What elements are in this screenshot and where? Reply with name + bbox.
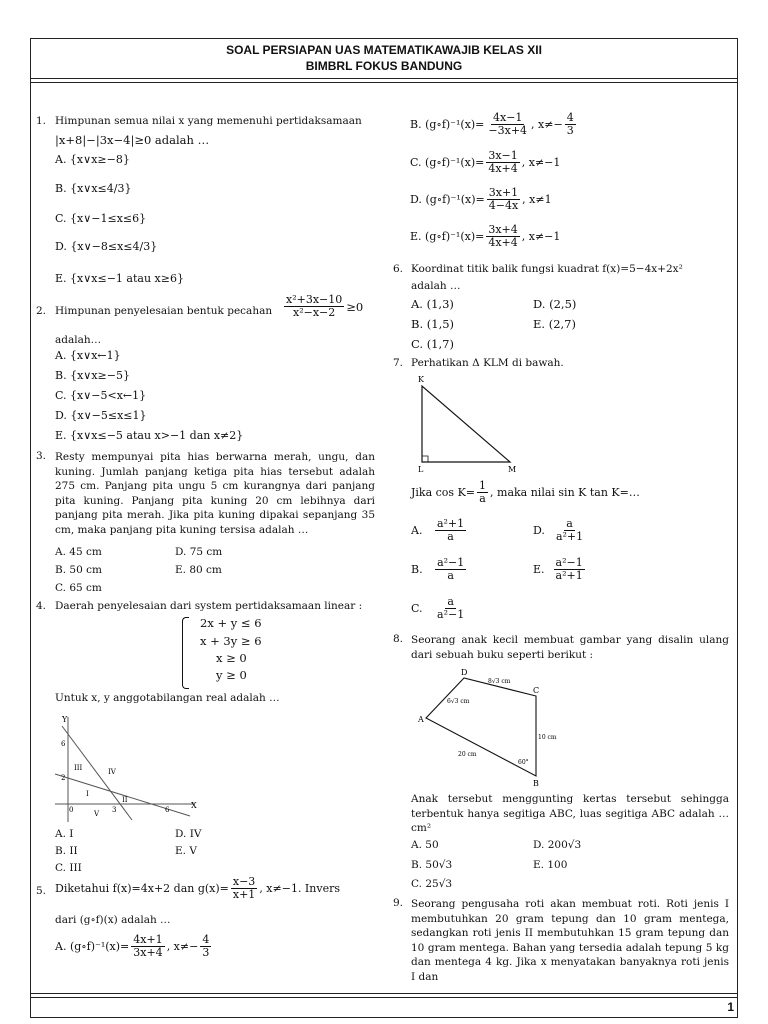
q7-vertex-K: K bbox=[418, 375, 424, 384]
q1-option-d: D. {x∨−8≤x≤4/3} bbox=[55, 240, 158, 253]
q2-frac-numerator: x²+3x−10 bbox=[286, 293, 343, 306]
q7-e-den: a²+1 bbox=[555, 569, 583, 582]
q7-option-c bbox=[411, 596, 468, 621]
q5-a-den: 3x+4 bbox=[133, 946, 163, 959]
q6-stem: Koordinat titik balik fungsi kuadrat f(x)=5−4x+2x² bbox=[411, 263, 683, 275]
q8-vertex-D: D bbox=[461, 668, 468, 677]
q5-e-lhs: (g∘f)⁻¹(x)= bbox=[425, 230, 485, 243]
q2-number: 2. bbox=[36, 305, 47, 317]
q1-expression: |x+8|−|3x−4|≥0 adalah … bbox=[55, 133, 210, 147]
q5-c-den: 4x+4 bbox=[488, 162, 518, 175]
q6-number: 6. bbox=[393, 263, 404, 275]
q8-side-ad: 6√3 cm bbox=[447, 698, 470, 705]
q4-system-brace bbox=[182, 617, 189, 689]
q7-b-den: a bbox=[447, 569, 454, 582]
q1-option-a: A. {x∨x≥−8} bbox=[55, 153, 130, 166]
q2-option-b: B. {x∨x≥−5} bbox=[55, 369, 130, 382]
q2-inequality: ≥0 bbox=[346, 300, 364, 314]
q3-stem: Resty mempunyai pita hias berwarna merah, ungu, dan kuning. Jumlah panjang ketiga pita hias tersebut adalah 275 cm. Panjang pita ungu 5 cm kurangnya dari panjang pita kuning. Panjang pita kuning 20 cm lebihnya dari panjang pita merah. Jika pita kuning dipakai sepanjang 35 cm, maka panjang pita kuning tersisa adalah … bbox=[55, 451, 375, 536]
q4-label-y: Y bbox=[62, 715, 68, 724]
q5-b-num: 4x−1 bbox=[493, 111, 523, 124]
q2-stem: Himpunan penyelesaian bentuk pecahan bbox=[55, 305, 273, 317]
q7-a-num: a²+1 bbox=[436, 517, 465, 530]
q7-given bbox=[411, 480, 640, 505]
q3-option-a: A. 45 cm bbox=[55, 546, 102, 558]
q2-option-d: D. {x∨−5≤x≤1} bbox=[55, 409, 147, 422]
q5-d-label: D. bbox=[410, 193, 422, 206]
q2-fraction bbox=[282, 294, 363, 319]
q7-c-label: C. bbox=[411, 602, 423, 615]
q6-option-b: B. (1,5) bbox=[411, 317, 455, 331]
q5-c-label: C. bbox=[410, 156, 422, 169]
q5-b-den: −3x+4 bbox=[488, 124, 528, 137]
q6-option-e: E. (2,7) bbox=[533, 317, 576, 331]
q7-option-d bbox=[533, 518, 587, 543]
q8-vertex-C: C bbox=[533, 686, 540, 695]
q4-label-6x: 6 bbox=[165, 806, 170, 814]
q7-vertex-L: L bbox=[418, 465, 424, 474]
q4-label-2: 2 bbox=[61, 774, 66, 782]
q5-e-num: 3x+4 bbox=[488, 223, 518, 236]
q5-a-cond: , x≠− bbox=[166, 940, 199, 953]
q7-given-den: a bbox=[479, 492, 486, 505]
q5-a-cond-num: 4 bbox=[202, 933, 210, 946]
q9-number: 9. bbox=[393, 897, 404, 909]
footer-rule-1 bbox=[30, 993, 738, 994]
q8-stem: Seorang anak kecil membuat gambar yang disalin ulang dari sebuah buku seperti berikut : bbox=[411, 634, 729, 661]
q7-c-den: a²−1 bbox=[437, 608, 465, 621]
q4-region-IV: IV bbox=[108, 768, 116, 776]
q4-system-2: x + 3y ≥ 6 bbox=[200, 634, 262, 648]
q4-stem: Daerah penyelesaian dari system pertidaksamaan linear : bbox=[55, 600, 363, 612]
q2-tail: adalah… bbox=[55, 334, 102, 346]
q7-given-a: Jika cos K= bbox=[411, 486, 476, 499]
q7-right-angle-mark bbox=[422, 456, 428, 462]
q9-stem: Seorang pengusaha roti akan membuat roti. Roti jenis I membutuhkan 20 gram tepung dan 10 gram mentega, sedangkan roti jenis II membutuhkan 15 gram tepung dan 10 gram mentega. Bahan yang tersedia adalah tepung 5 kg dan mentega 4 kg. Jika x menyatakan banyaknya roti jenis I dan bbox=[411, 898, 729, 983]
q5-c-num: 3x−1 bbox=[488, 149, 518, 162]
q5-a-label: A. bbox=[55, 940, 67, 953]
q5-e-cond: , x≠−1 bbox=[521, 230, 561, 243]
header-rule-1 bbox=[30, 78, 738, 79]
q4-label-3: 3 bbox=[112, 806, 117, 814]
q2-option-e: E. {x∨x≤−5 atau x>−1 dan x≠2} bbox=[55, 429, 244, 442]
q5-d-lhs: (g∘f)⁻¹(x)= bbox=[425, 193, 485, 206]
q7-d-num: a bbox=[566, 517, 573, 530]
q4-system-3: x ≥ 0 bbox=[216, 651, 247, 665]
q5-c-lhs: (g∘f)⁻¹(x)= bbox=[425, 156, 485, 169]
q5-d-den: 4−4x bbox=[488, 199, 519, 212]
q4-label-x: X bbox=[191, 801, 197, 810]
q5-option-b bbox=[410, 112, 578, 137]
q3-option-c: C. 65 cm bbox=[55, 582, 102, 594]
q7-given-num: 1 bbox=[479, 479, 487, 492]
q7-stem: Perhatikan Δ KLM di bawah. bbox=[411, 357, 564, 369]
q5-option-c bbox=[410, 150, 560, 175]
q6-option-a: A. (1,3) bbox=[411, 297, 454, 311]
q5-option-e bbox=[410, 224, 560, 249]
q7-a-label: A. bbox=[411, 524, 423, 537]
q4-system-1: 2x + y ≤ 6 bbox=[200, 616, 262, 630]
q7-e-num: a²−1 bbox=[555, 556, 583, 569]
q5-stem-c: dari (g∘f)(x) adalah … bbox=[55, 914, 171, 926]
q7-triangle-figure bbox=[412, 370, 527, 475]
q1-number: 1. bbox=[36, 115, 47, 127]
q1-option-c: C. {x∨−1≤x≤6} bbox=[55, 212, 147, 225]
q5-a-lhs: (g∘f)⁻¹(x)= bbox=[69, 940, 130, 953]
q5-b-lhs: (g∘f)⁻¹(x)= bbox=[425, 118, 485, 131]
q1-option-e: E. {x∨x≤−1 atau x≥6} bbox=[55, 272, 184, 285]
q4-after: Untuk x, y anggotabilangan real adalah … bbox=[55, 692, 280, 704]
q7-triangle bbox=[422, 386, 510, 462]
footer-rule-2 bbox=[30, 997, 738, 998]
q8-angle: 60° bbox=[518, 759, 529, 766]
q7-vertex-M: M bbox=[508, 465, 517, 474]
q7-option-a bbox=[411, 518, 468, 543]
q7-option-e bbox=[533, 557, 587, 582]
q5-number: 5. bbox=[36, 885, 47, 897]
q7-a-den: a bbox=[447, 530, 454, 543]
q7-b-num: a²−1 bbox=[437, 556, 465, 569]
q1-stem: Himpunan semua nilai x yang memenuhi pertidaksamaan bbox=[55, 115, 362, 127]
q7-d-label: D. bbox=[533, 524, 545, 537]
q4-label-0: 0 bbox=[69, 806, 74, 814]
q7-b-label: B. bbox=[411, 563, 423, 576]
q4-option-e: E. V bbox=[175, 845, 197, 857]
q8-vertex-A: A bbox=[418, 715, 424, 724]
q7-d-den: a²+1 bbox=[555, 530, 584, 543]
q8-option-e: E. 100 bbox=[533, 859, 568, 871]
q8-side-ab: 20 cm bbox=[458, 751, 477, 758]
q5-e-den: 4x+4 bbox=[488, 236, 518, 249]
q7-c-num: a bbox=[447, 595, 454, 608]
q8-option-a: A. 50 bbox=[411, 839, 439, 851]
q8-after: Anak tersebut menggunting kertas tersebut sehingga terbentuk hanya segitiga ABC, luas segitiga ABC adalah … cm² bbox=[411, 793, 729, 834]
q5-stem-a: Diketahui f(x)=4x+2 dan g(x)= bbox=[55, 882, 229, 895]
q2-option-c: C. {x∨−5<x←1} bbox=[55, 389, 147, 402]
q4-line-x-3y-6 bbox=[55, 774, 190, 816]
q4-region-III: III bbox=[74, 764, 83, 772]
page-header bbox=[30, 42, 738, 74]
q4-region-II: II bbox=[122, 796, 128, 804]
q8-quadrilateral-figure bbox=[412, 666, 562, 790]
q5-a-num: 4x+1 bbox=[133, 933, 163, 946]
q3-number: 3. bbox=[36, 450, 47, 462]
q3-option-d: D. 75 cm bbox=[175, 546, 223, 558]
q5-b-label: B. bbox=[410, 118, 422, 131]
q8-side-cb: 10 cm bbox=[538, 734, 557, 741]
q6-tail: adalah … bbox=[411, 280, 461, 292]
q1-option-b: B. {x∨x≤4/3} bbox=[55, 182, 132, 195]
q7-option-b bbox=[411, 557, 468, 582]
q6-option-d: D. (2,5) bbox=[533, 297, 577, 311]
q5-stem-b: , x≠−1. Invers bbox=[259, 882, 340, 895]
q2-option-a: A. {x∨x←1} bbox=[55, 349, 121, 362]
page-number: 1 bbox=[727, 1000, 734, 1014]
q8-option-c: C. 25√3 bbox=[411, 878, 453, 890]
q7-number: 7. bbox=[393, 357, 404, 369]
header-rule-2 bbox=[30, 82, 738, 83]
header-subtitle: BIMBRL FOKUS BANDUNG bbox=[305, 59, 463, 73]
q8-vertex-B: B bbox=[533, 779, 539, 788]
q4-system-4: y ≥ 0 bbox=[216, 668, 247, 682]
q7-e-label: E. bbox=[533, 563, 545, 576]
q7-given-b: , maka nilai sin K tan K=… bbox=[490, 486, 640, 499]
q5-d-cond: , x≠1 bbox=[522, 193, 552, 206]
q5-b-cond-den: 3 bbox=[566, 124, 574, 137]
q5-stem-line bbox=[55, 876, 340, 901]
q5-option-d bbox=[410, 187, 552, 212]
q4-option-d: D. IV bbox=[175, 828, 202, 840]
q5-a-cond-den: 3 bbox=[202, 946, 210, 959]
q4-number: 4. bbox=[36, 600, 47, 612]
q4-graph bbox=[50, 712, 210, 827]
q5-b-cond: , x≠− bbox=[531, 118, 563, 131]
q3-option-e: E. 80 cm bbox=[175, 564, 222, 576]
q8-option-d: D. 200√3 bbox=[533, 839, 582, 851]
q5-c-cond: , x≠−1 bbox=[521, 156, 561, 169]
q4-option-a: A. I bbox=[55, 828, 74, 840]
q5-g-numerator: x−3 bbox=[232, 875, 256, 888]
q4-label-6y: 6 bbox=[61, 740, 66, 748]
q5-d-num: 3x+1 bbox=[488, 186, 519, 199]
q4-option-b: B. II bbox=[55, 845, 78, 857]
q4-region-I: I bbox=[86, 790, 89, 798]
q8-side-dc: 8√3 cm bbox=[488, 678, 511, 685]
q5-b-cond-num: 4 bbox=[566, 111, 574, 124]
q2-frac-denominator: x²−x−2 bbox=[293, 306, 336, 319]
q5-e-label: E. bbox=[410, 230, 422, 243]
q5-g-denominator: x+1 bbox=[232, 888, 256, 901]
header-title: SOAL PERSIAPAN UAS MATEMATIKAWAJIB KELAS XII bbox=[226, 43, 542, 57]
q8-number: 8. bbox=[393, 633, 404, 645]
q5-option-a bbox=[55, 934, 213, 959]
q8-option-b: B. 50√3 bbox=[411, 859, 453, 871]
q4-region-V: V bbox=[94, 810, 100, 818]
q3-option-b: B. 50 cm bbox=[55, 564, 102, 576]
q6-option-c: C. (1,7) bbox=[411, 337, 454, 351]
q4-option-c: C. III bbox=[55, 862, 82, 874]
